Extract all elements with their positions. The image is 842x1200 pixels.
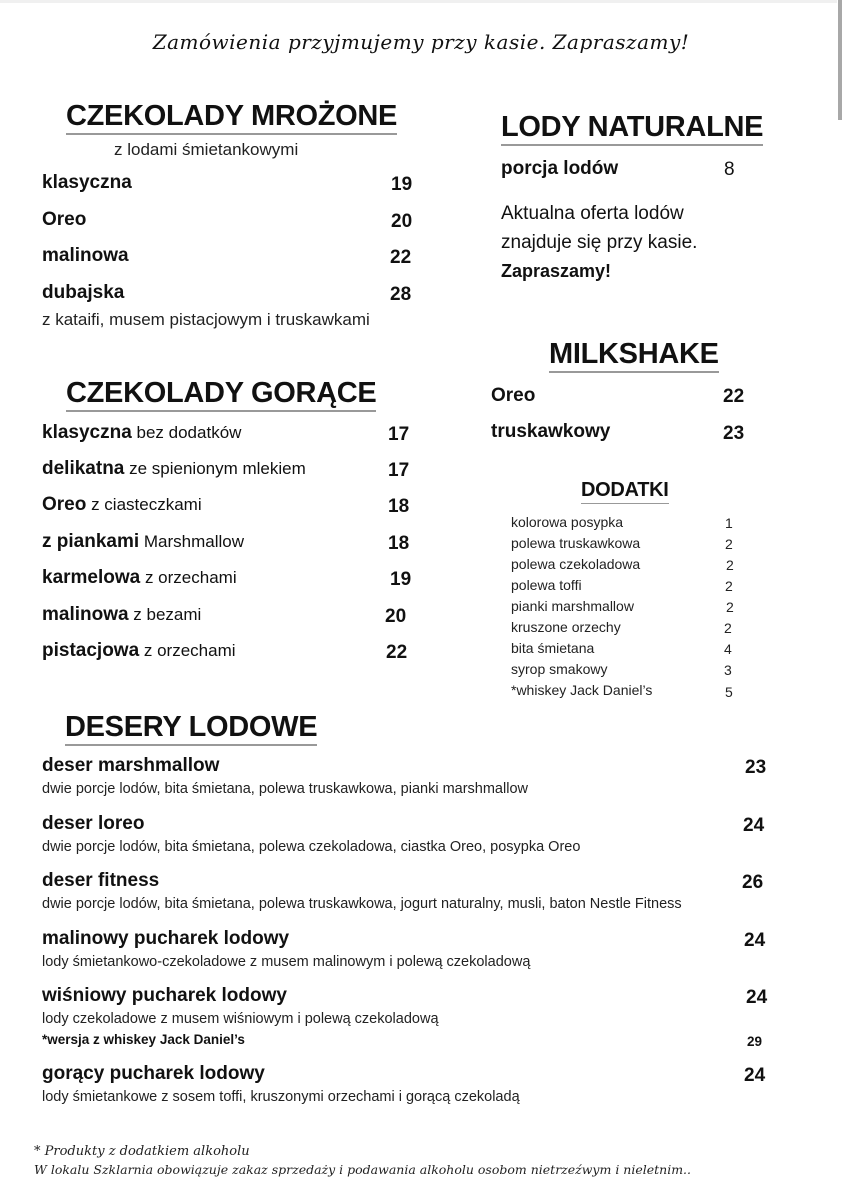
dessert-price: 24 [746,987,768,1008]
dessert-name: deser marshmallow [42,755,220,776]
menu-item: porcja lodów [501,158,619,179]
order-info-header: Zamówienia przyjmujemy przy kasie. Zapraszamy! [152,30,690,54]
addon-item: pianki marshmallow [511,598,634,614]
info-text: Aktualna oferta lodów [501,203,684,224]
addon-item: bita śmietana [511,640,595,656]
dessert-price: 26 [742,872,764,893]
dessert-desc: dwie porcje lodów, bita śmietana, polewa truskawkowa, jogurt naturalny, musli, baton Nestle Fitness [42,896,682,912]
scrollbar-thumb[interactable] [838,0,842,120]
dessert-desc: dwie porcje lodów, bita śmietana, polewa czekoladowa, ciastka Oreo, posypka Oreo [42,839,581,855]
footer-legal-note: W lokalu Szklarnia obowiązuje zakaz sprzedaży i podawania alkoholu osobom nietrzeźwym i nieletnim.. [34,1162,692,1177]
menu-item-price: 17 [388,424,410,445]
addon-item: polewa truskawkowa [511,535,641,551]
dessert-desc: lody czekoladowe z musem wiśniowym i polewą czekoladową [42,1011,439,1027]
menu-item: Oreo [42,209,87,230]
section-title-lody-naturalne: LODY NATURALNE [501,111,763,146]
dessert-price: 24 [743,815,765,836]
menu-item-price: 18 [388,533,410,554]
dessert-name: gorący pucharek lodowy [42,1063,265,1084]
menu-item-note: z kataifi, musem pistacjowym i truskawkami [42,310,370,329]
menu-item-price: 20 [391,211,413,232]
addon-price: 1 [725,515,733,531]
menu-item: klasyczna [42,172,132,193]
menu-item: delikatna ze spienionym mlekiem [42,458,306,479]
menu-item-price: 22 [723,386,745,407]
addon-price: 2 [726,599,734,615]
dessert-desc: dwie porcje lodów, bita śmietana, polewa truskawkowa, pianki marshmallow [42,781,528,797]
menu-item: pistacjowa z orzechami [42,640,236,661]
addon-price: 4 [724,641,732,657]
top-strip [0,0,842,3]
menu-item: z piankami Marshmallow [42,531,245,552]
info-text: znajduje się przy kasie. [501,232,698,253]
dessert-name: malinowy pucharek lodowy [42,928,290,949]
menu-item-price: 8 [724,159,735,180]
dessert-desc: lody śmietankowo-czekoladowe z musem malinowym i polewą czekoladową [42,954,531,970]
dessert-alt-version: *wersja z whiskey Jack Daniel’s [42,1032,245,1047]
menu-item: malinowa [42,245,129,266]
dessert-price: 23 [745,757,767,778]
menu-item-price: 20 [385,606,407,627]
addon-item: polewa czekoladowa [511,556,641,572]
menu-item: dubajska [42,282,125,303]
menu-item-price: 17 [388,460,410,481]
menu-item-price: 22 [390,247,412,268]
menu-item: klasyczna bez dodatków [42,422,242,443]
info-text-bold: Zapraszamy! [501,261,612,281]
addon-price: 3 [724,662,732,678]
addon-item: kolorowa posypka [511,514,624,530]
addon-price: 2 [726,557,734,573]
menu-item-price: 23 [723,423,745,444]
section-title-desery-lodowe: DESERY LODOWE [65,711,317,746]
addon-price: 5 [725,684,733,700]
section-subtitle: z lodami śmietankowymi [114,140,299,159]
addon-item: *whiskey Jack Daniel’s [511,682,653,698]
section-title-milkshake: MILKSHAKE [549,338,719,373]
section-title-dodatki: DODATKI [581,478,669,504]
dessert-name: deser loreo [42,813,145,834]
dessert-name: wiśniowy pucharek lodowy [42,985,287,1006]
menu-item-price: 22 [386,642,408,663]
dessert-name: deser fitness [42,870,160,891]
menu-item: Oreo z ciasteczkami [42,494,202,515]
menu-item: Oreo [491,385,536,406]
menu-item-price: 28 [390,284,412,305]
dessert-price: 24 [744,930,766,951]
menu-item-price: 19 [390,569,412,590]
menu-item-price: 18 [388,496,410,517]
menu-item-price: 19 [391,174,413,195]
addon-item: kruszone orzechy [511,619,621,635]
scrollbar-track[interactable] [837,0,842,1200]
footer-alcohol-note: * Produkty z dodatkiem alkoholu [34,1144,250,1159]
addon-price: 2 [725,578,733,594]
section-title-czekolady-gorace: CZEKOLADY GORĄCE [66,377,376,412]
addon-item: polewa toffi [511,577,582,593]
addon-price: 2 [725,536,733,552]
addon-item: syrop smakowy [511,661,608,677]
menu-item: malinowa z bezami [42,604,202,625]
dessert-price: 24 [744,1065,766,1086]
section-title-czekolady-mrozone: CZEKOLADY MROŻONE [66,100,397,135]
menu-item: truskawkowy [491,421,611,442]
addon-price: 2 [724,620,732,636]
dessert-desc: lody śmietankowe z sosem toffi, kruszonymi orzechami i gorącą czekoladą [42,1089,520,1105]
menu-item: karmelowa z orzechami [42,567,237,588]
dessert-alt-price: 29 [747,1034,763,1049]
